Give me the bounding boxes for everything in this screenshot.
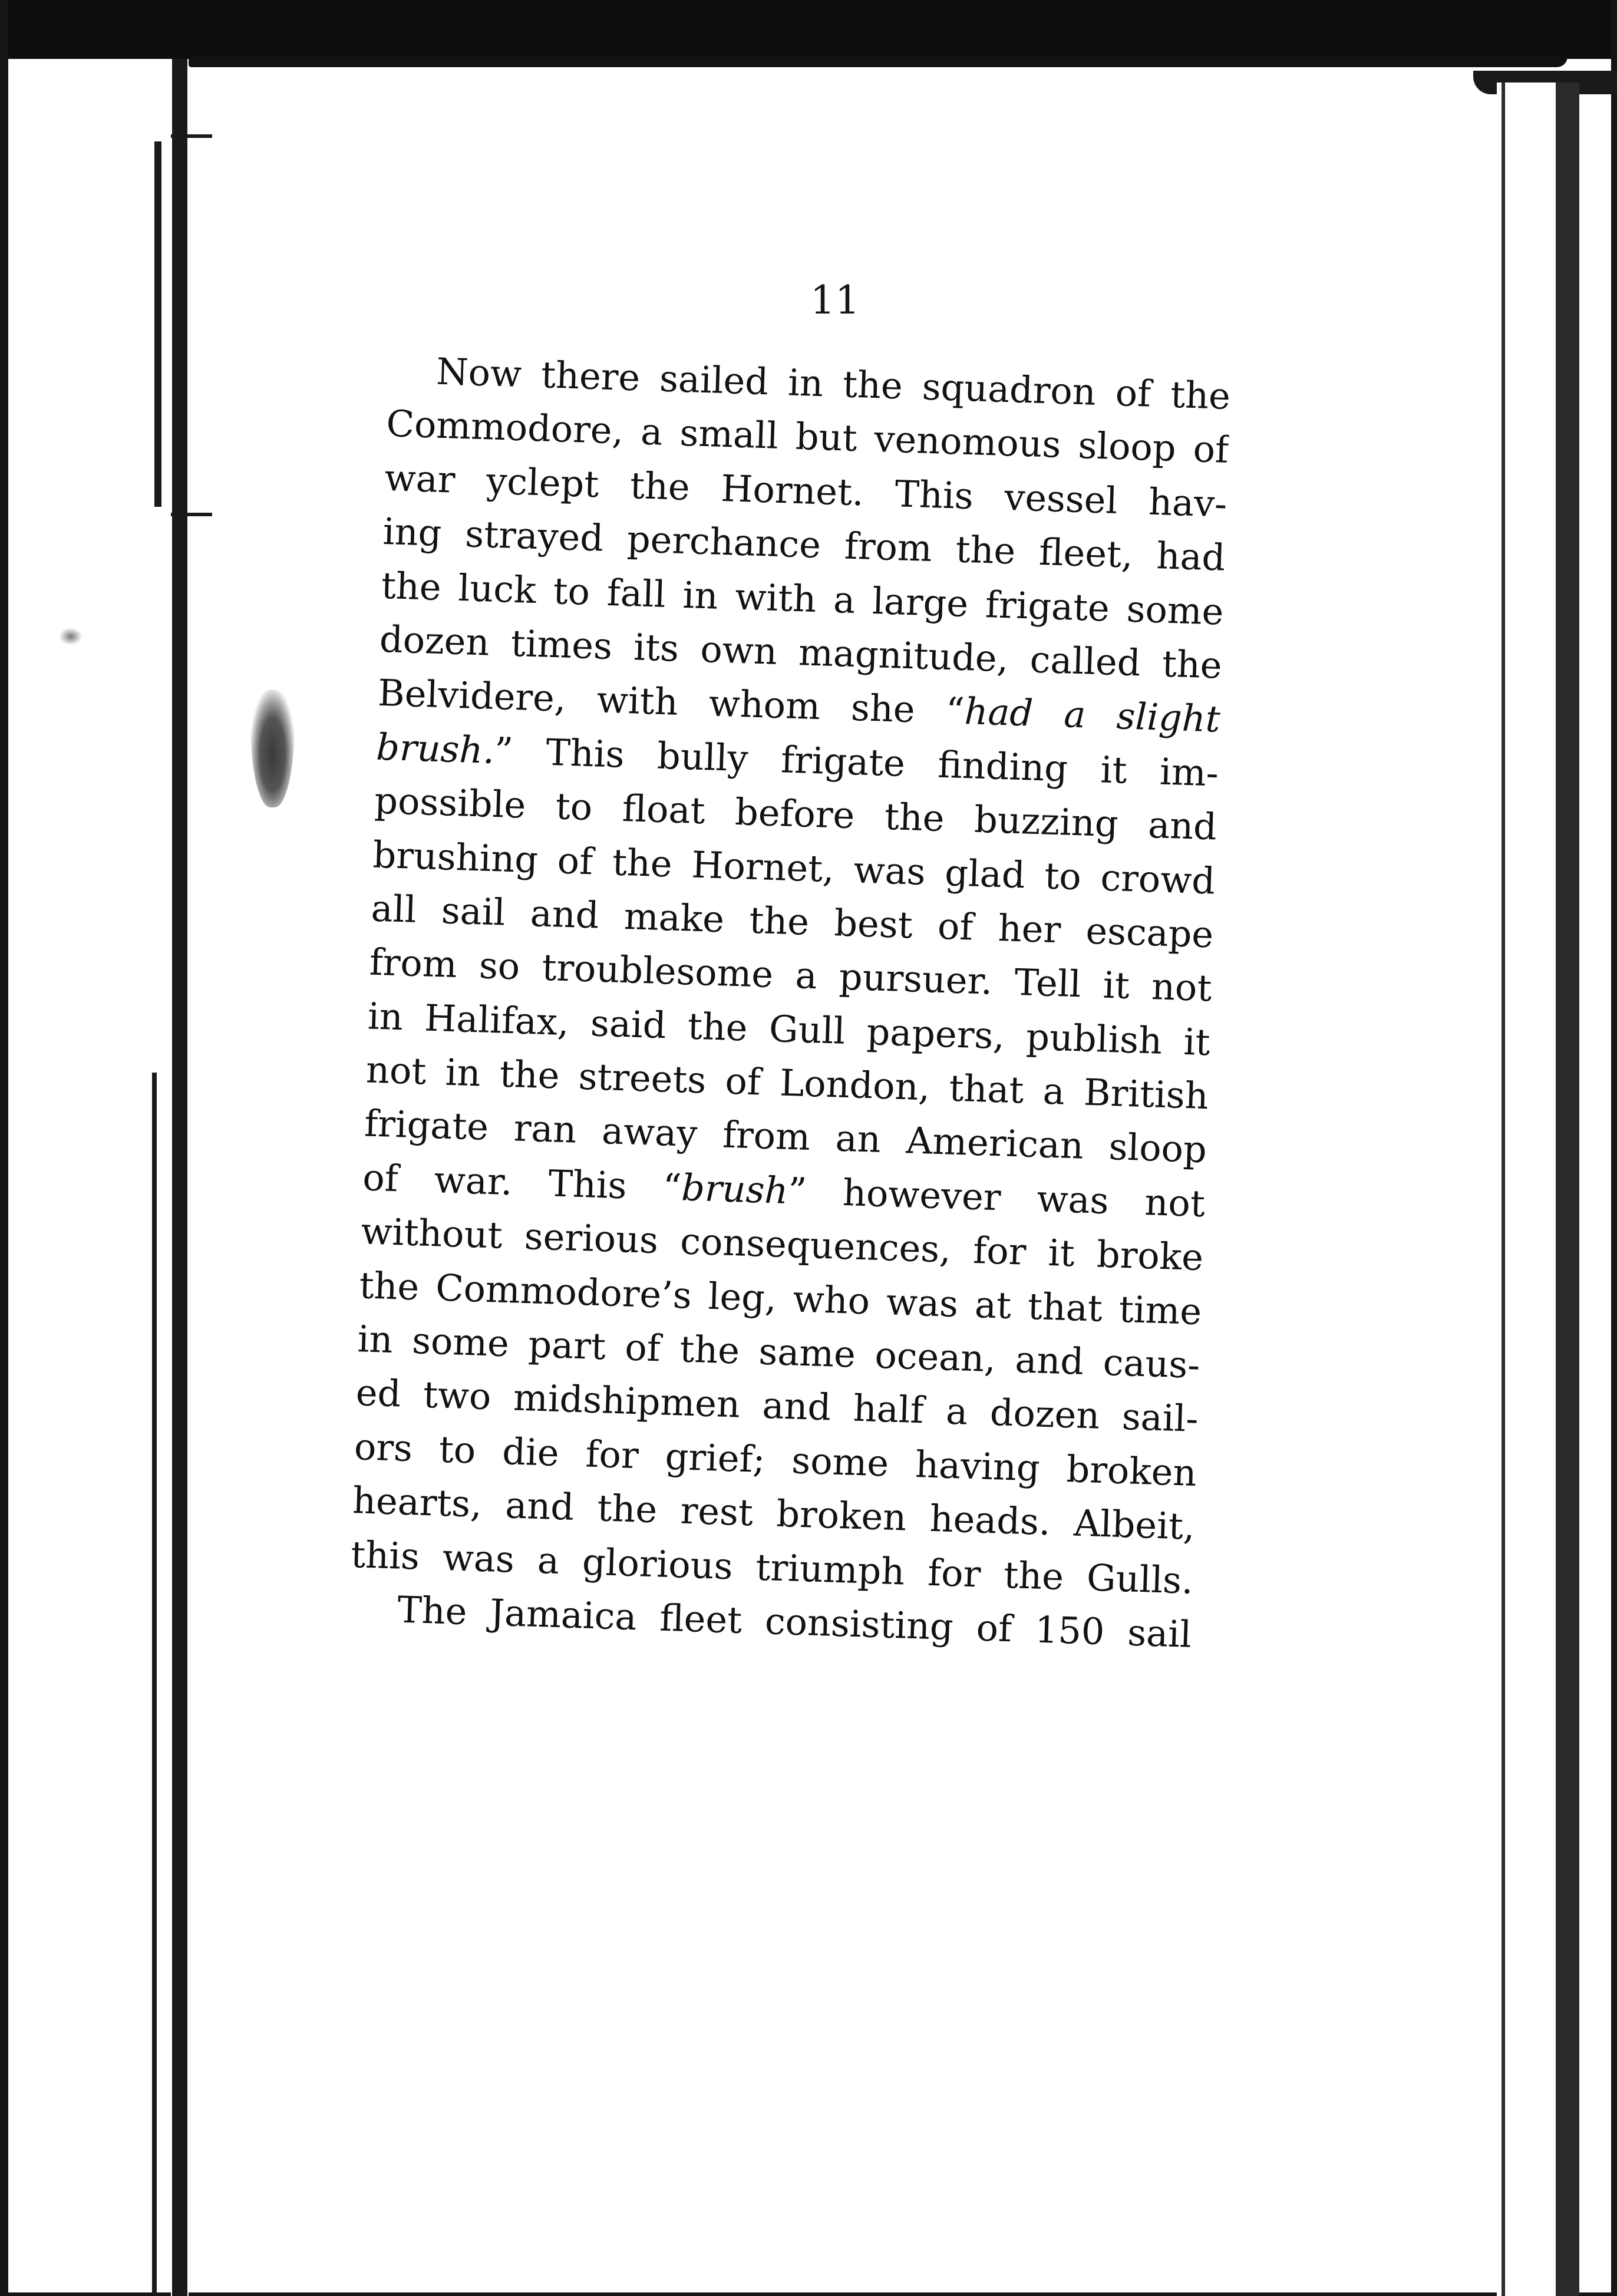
body-text [348,343,1231,1661]
line-text: hearts, and the rest broken heads. Albeit, [352,1479,1196,1549]
scan-speck [59,628,82,645]
scan-border-top-edge [189,57,1568,67]
page-edge-right [1497,83,1579,2296]
line-text: brushing of the Hornet, was glad to crowd [372,833,1216,902]
scan-border-left [0,0,8,2296]
line-text: ” however was not [787,1169,1206,1226]
line-text: Now there sailed in the squadron of the [435,349,1232,418]
line-text: from so troublesome a pursuer. Tell it not [368,940,1213,1010]
line-text: possible to float before the buzzing and [374,778,1218,849]
binding-tick-mark [171,513,212,516]
binding-mark-upper [154,141,161,507]
line-text: in some part of the same ocean, and caus- [357,1317,1201,1387]
line-text: in Halifax, said the Gull papers, publish it [367,994,1211,1064]
line-text: ” This bully frigate finding it im- [493,728,1219,795]
line-text: all sail and make the best of her escape [370,886,1215,956]
scan-border-top [0,0,1617,59]
line-text: dozen times its own magnitude, called the [379,617,1223,687]
line-text: the luck to fall in with a large frigate some [380,563,1225,634]
line-text: war yclept the Hornet. This vessel hav- [384,456,1228,526]
italic-text: brush. [375,725,496,772]
line-text: Belvidere, with whom she “ [377,671,965,733]
line-text: ed two midshipmen and half a dozen sail- [355,1371,1199,1441]
line-text: Commodore, a small but venomous sloop of [385,402,1230,472]
scan-border-bottom [0,2292,1617,2296]
line-text: ing strayed perchance from the fleet, had [382,510,1226,579]
line-text: the Commodore’s leg, who was at that time [358,1263,1203,1333]
italic-text: brush [681,1166,789,1212]
italic-text: had a slight [963,690,1221,741]
binding-tick-mark [171,134,212,138]
line-text: without serious consequences, for it broke [360,1209,1204,1279]
line-text: The Jamaica fleet consisting of 150 sail [397,1588,1192,1656]
line-text: ors to die for grief; some having broken [354,1424,1197,1495]
scan-border-right [1611,0,1617,2296]
ink-blot [250,690,295,807]
page-binding-line [171,59,189,2296]
line-text: of war. This “ [362,1156,682,1209]
line-text: not in the streets of London, that a British [365,1048,1209,1118]
page-number: 11 [810,278,860,323]
binding-mark-lower [152,1073,157,2296]
line-text: this was a glorious triumph for the Gulls. [350,1532,1194,1602]
line-text: frigate ran away from an American sloop [364,1101,1207,1172]
